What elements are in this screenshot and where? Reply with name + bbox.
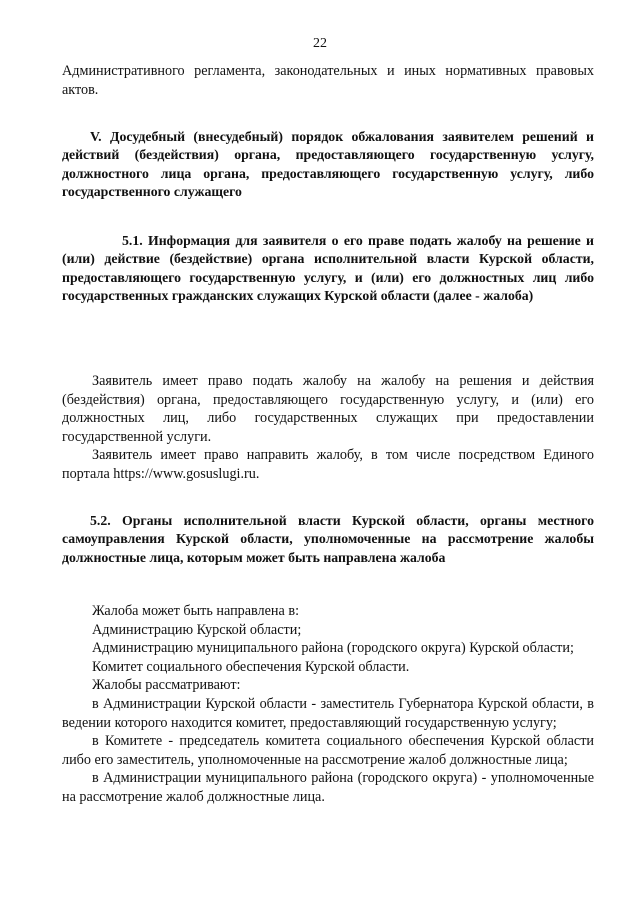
- paragraph: Жалобы рассматривают:: [92, 677, 241, 694]
- paragraph: Заявитель имеет право подать жалобу на жалобу на решения и действия (бездействия) органа, предоставляющего государственную услугу, и (или) его должностных лиц, либо государственных служащих при предоставлении государственной услуги.: [62, 373, 594, 445]
- paragraph: в Администрации муниципального района (городского округа) - уполномоченные на рассмотрение жалоб должностные лица.: [62, 770, 594, 805]
- subsection-5-2-body: [62, 602, 594, 807]
- intro-continuation: Административного регламента, законодательных и иных нормативных правовых актов.: [62, 63, 594, 98]
- subsection-5-1-heading: 5.1. Информация для заявителя о его праве подать жалобу на решение и (или) действие (бездействие) органа исполнительной власти Курской области, предоставляющего государственную услугу, и (или) его должностных лиц либо государственных гражданских служащих Курской области (далее - жалоба): [62, 233, 594, 304]
- subsection-5-2-heading-block: [62, 512, 594, 567]
- paragraph: Заявитель имеет право направить жалобу, в том числе посредством Единого портала https://www.gosuslugi.ru.: [62, 447, 594, 482]
- intro-continuation-block: [62, 62, 594, 99]
- paragraph: Администрацию Курской области;: [92, 621, 302, 638]
- subsection-5-1-body: [62, 372, 594, 484]
- paragraph: Администрацию муниципального района (городского округа) Курской области;: [92, 640, 574, 657]
- paragraph: Комитет социального обеспечения Курской области.: [92, 658, 410, 675]
- section-v-heading-block: [62, 128, 594, 202]
- paragraph: в Комитете - председатель комитета социального обеспечения Курской области либо его заместитель, уполномоченные на рассмотрение жалоб должностные лица;: [62, 733, 594, 768]
- subsection-5-2-heading: 5.2. Органы исполнительной власти Курской области, органы местного самоуправления Курской области, уполномоченные на рассмотрение жалобы должностные лица, которым может быть направлена жалоба: [62, 513, 594, 565]
- page-number: 22: [313, 36, 327, 51]
- paragraph: Жалоба может быть направлена в:: [92, 603, 300, 619]
- subsection-5-1-heading-block: [62, 232, 594, 306]
- paragraph: в Администрации Курской области - заместитель Губернатора Курской области, в ведении которого находится комитет, предоставляющий государственную услугу;: [62, 695, 594, 731]
- section-v-heading: V. Досудебный (внесудебный) порядок обжалования заявителем решений и действий (бездействия) органа, предоставляющего государственную услугу, должностного лица органа, предоставляющего государственную услугу, либо государственного служащего: [62, 129, 594, 200]
